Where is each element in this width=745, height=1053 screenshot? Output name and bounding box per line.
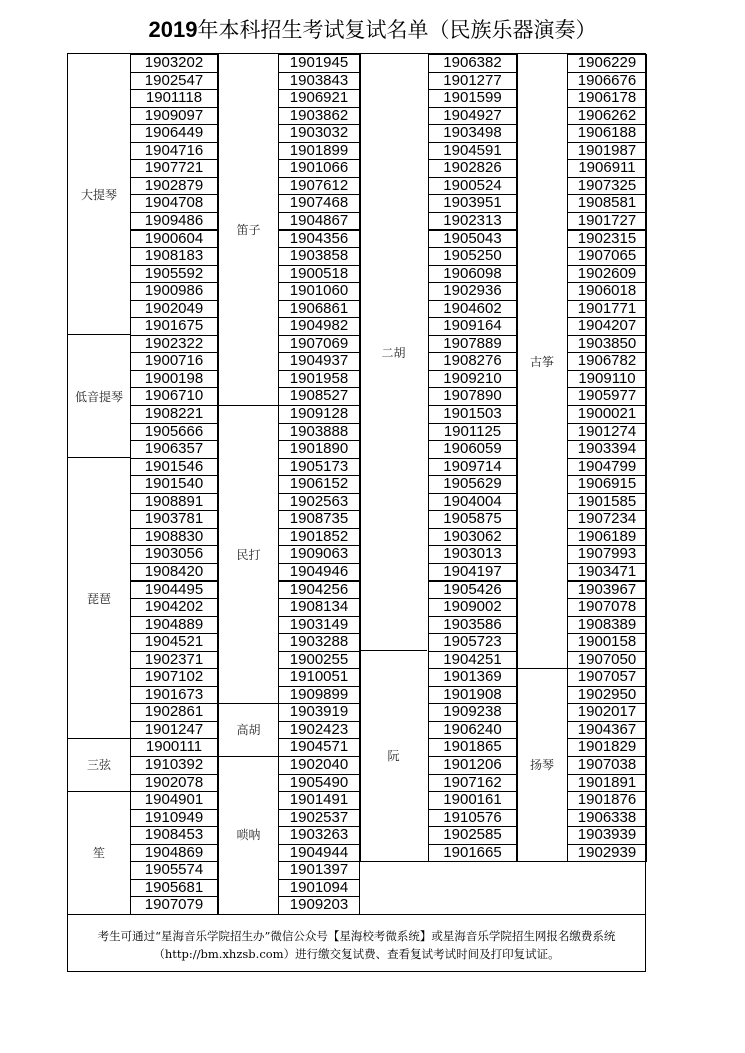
candidate-id-cell: 1904867 (278, 212, 360, 231)
column-bottom (218, 914, 360, 915)
instrument-label: 唢呐 (236, 828, 261, 843)
candidate-id-cell: 1906338 (567, 809, 647, 828)
candidate-id-cell: 1902078 (130, 774, 218, 793)
candidate-id-cell: 1903951 (428, 194, 517, 213)
candidate-id-cell: 1906262 (567, 107, 647, 126)
candidate-id-cell: 1904202 (130, 598, 218, 617)
candidate-id-cell: 1904708 (130, 194, 218, 213)
candidate-id-cell: 1905629 (428, 475, 517, 494)
candidate-id-cell: 1903858 (278, 247, 360, 266)
instrument-label: 二胡 (381, 345, 406, 360)
candidate-id-cell: 1900158 (567, 633, 647, 652)
candidate-id-cell: 1904869 (130, 844, 218, 863)
candidate-id-cell: 1900198 (130, 370, 218, 389)
candidate-id-cell: 1906357 (130, 440, 218, 459)
candidate-id-cell: 1904602 (428, 300, 517, 319)
candidate-id-cell: 1902315 (567, 230, 647, 249)
candidate-id-cell: 1904716 (130, 142, 218, 161)
candidate-id-cell: 1905723 (428, 633, 517, 652)
candidate-id-cell: 1902585 (428, 826, 517, 845)
candidate-id-cell: 1909063 (278, 545, 360, 564)
candidate-id-cell: 1905574 (130, 861, 218, 880)
candidate-id-cell: 1902371 (130, 651, 218, 670)
candidate-id-cell: 1901987 (567, 142, 647, 161)
candidate-id-cell: 1903471 (567, 563, 647, 582)
candidate-id-cell: 1904901 (130, 791, 218, 810)
candidate-id-cell: 1909714 (428, 458, 517, 477)
page-title (0, 14, 745, 44)
instrument-label: 低音提琴 (74, 389, 123, 404)
candidate-id-cell: 1909002 (428, 598, 517, 617)
title-text: 年本科招生考试复试名单（民族乐器演奏） (197, 18, 597, 42)
candidate-id-cell: 1902547 (130, 72, 218, 91)
candidate-id-cell: 1906240 (428, 721, 517, 740)
candidate-id-cell: 1900111 (130, 738, 218, 757)
candidate-id-cell: 1905426 (428, 581, 517, 600)
title-year: 2019 (148, 17, 198, 42)
candidate-id-cell: 1905250 (428, 247, 517, 266)
candidate-id-cell: 1902950 (567, 686, 647, 705)
candidate-id-cell: 1907057 (567, 668, 647, 687)
candidate-id-cell: 1903498 (428, 124, 517, 143)
candidate-id-cell: 1903967 (567, 581, 647, 600)
candidate-id-cell: 1908830 (130, 528, 218, 547)
candidate-id-cell: 1902936 (428, 282, 517, 301)
candidate-id-cell: 1904944 (278, 844, 360, 863)
candidate-id-cell: 1901899 (278, 142, 360, 161)
candidate-id-cell: 1908183 (130, 247, 218, 266)
candidate-id-cell: 1903862 (278, 107, 360, 126)
instrument-label: 琵琶 (86, 591, 111, 606)
candidate-id-cell: 1903843 (278, 72, 360, 91)
candidate-id-cell: 1908420 (130, 563, 218, 582)
candidate-id-cell: 1906018 (567, 282, 647, 301)
candidate-id-cell: 1901546 (130, 458, 218, 477)
candidate-id-cell: 1908891 (130, 493, 218, 512)
candidate-id-cell: 1904927 (428, 107, 517, 126)
candidate-id-cell: 1907721 (130, 159, 218, 178)
candidate-id-cell: 1907890 (428, 387, 517, 406)
candidate-id-cell: 1906178 (567, 89, 647, 108)
group-divider (218, 405, 279, 406)
candidate-id-cell: 1901503 (428, 405, 517, 424)
candidate-id-cell: 1906921 (278, 89, 360, 108)
group-divider (68, 738, 130, 739)
candidate-id-cell: 1904495 (130, 581, 218, 600)
candidate-id-cell: 1909238 (428, 703, 517, 722)
footer-line-2: （http://bm.xhzsb.com）进行缴交复试费、查看复试考试时间及打印复试证。 (153, 947, 560, 961)
column-divider (218, 54, 219, 914)
group-divider (68, 334, 130, 335)
candidate-id-cell: 1906915 (567, 475, 647, 494)
footer-note (68, 914, 645, 971)
candidate-id-cell: 1904256 (278, 581, 360, 600)
group-divider (517, 668, 567, 669)
candidate-id-cell: 1901585 (567, 493, 647, 512)
candidate-id-cell: 1903013 (428, 545, 517, 564)
column-bottom (360, 861, 517, 862)
candidate-id-cell: 1904982 (278, 317, 360, 336)
candidate-id-cell: 1902826 (428, 159, 517, 178)
candidate-id-cell: 1903888 (278, 423, 360, 442)
instrument-label: 大提琴 (80, 187, 117, 202)
group-divider (360, 650, 427, 651)
candidate-id-cell: 1901277 (428, 72, 517, 91)
candidate-id-cell: 1907993 (567, 545, 647, 564)
candidate-id-cell: 1901771 (567, 300, 647, 319)
candidate-id-cell: 1903202 (130, 54, 218, 73)
candidate-id-cell: 1902939 (567, 844, 647, 863)
candidate-id-cell: 1903056 (130, 545, 218, 564)
candidate-id-cell: 1903394 (567, 440, 647, 459)
candidate-id-cell: 1905681 (130, 879, 218, 898)
retest-list-table (67, 53, 646, 972)
candidate-id-cell: 1900255 (278, 651, 360, 670)
candidate-id-cell: 1906059 (428, 440, 517, 459)
candidate-id-cell: 1907468 (278, 194, 360, 213)
candidate-id-cell: 1909164 (428, 317, 517, 336)
candidate-id-cell: 1909899 (278, 686, 360, 705)
instrument-label: 阮 (387, 749, 400, 764)
candidate-id-cell: 1905043 (428, 230, 517, 249)
candidate-id-cell: 1904367 (567, 721, 647, 740)
candidate-id-cell: 1902879 (130, 177, 218, 196)
column-bottom (68, 914, 218, 915)
candidate-id-cell: 1909097 (130, 107, 218, 126)
column-bottom (517, 861, 647, 862)
candidate-id-cell: 1901397 (278, 861, 360, 880)
candidate-id-cell: 1905977 (567, 387, 647, 406)
instrument-label: 古筝 (529, 354, 554, 369)
candidate-id-cell: 1901369 (428, 668, 517, 687)
candidate-id-cell: 1903850 (567, 335, 647, 354)
candidate-id-cell: 1903062 (428, 528, 517, 547)
candidate-id-cell: 1910949 (130, 809, 218, 828)
candidate-id-cell: 1907078 (567, 598, 647, 617)
candidate-id-cell: 1902609 (567, 265, 647, 284)
candidate-id-cell: 1908581 (567, 194, 647, 213)
candidate-id-cell: 1908389 (567, 616, 647, 635)
candidate-id-cell: 1907612 (278, 177, 360, 196)
candidate-id-cell: 1910051 (278, 668, 360, 687)
candidate-id-cell: 1908735 (278, 510, 360, 529)
candidate-id-cell: 1905592 (130, 265, 218, 284)
candidate-id-cell: 1907889 (428, 335, 517, 354)
candidate-id-cell: 1908527 (278, 387, 360, 406)
candidate-id-cell: 1901908 (428, 686, 517, 705)
candidate-id-cell: 1904521 (130, 633, 218, 652)
candidate-id-cell: 1902313 (428, 212, 517, 231)
candidate-id-cell: 1901125 (428, 423, 517, 442)
candidate-id-cell: 1901891 (567, 774, 647, 793)
candidate-id-cell: 1901673 (130, 686, 218, 705)
candidate-id-cell: 1904937 (278, 352, 360, 371)
column-divider (360, 54, 361, 861)
candidate-id-cell: 1905666 (130, 423, 218, 442)
candidate-id-cell: 1906861 (278, 300, 360, 319)
candidate-id-cell: 1909128 (278, 405, 360, 424)
candidate-id-cell: 1904946 (278, 563, 360, 582)
candidate-id-cell: 1904207 (567, 317, 647, 336)
candidate-id-cell: 1907102 (130, 668, 218, 687)
candidate-id-cell: 1903032 (278, 124, 360, 143)
candidate-id-cell: 1904889 (130, 616, 218, 635)
candidate-id-cell: 1901540 (130, 475, 218, 494)
candidate-id-cell: 1901118 (130, 89, 218, 108)
candidate-id-cell: 1906911 (567, 159, 647, 178)
candidate-id-cell: 1906710 (130, 387, 218, 406)
candidate-id-cell: 1909203 (278, 896, 360, 915)
instrument-label: 高胡 (236, 723, 261, 738)
candidate-id-cell: 1907069 (278, 335, 360, 354)
candidate-id-cell: 1906152 (278, 475, 360, 494)
candidate-id-cell: 1904004 (428, 493, 517, 512)
candidate-id-cell: 1900986 (130, 282, 218, 301)
candidate-id-cell: 1906189 (567, 528, 647, 547)
candidate-id-cell: 1905173 (278, 458, 360, 477)
candidate-id-cell: 1901727 (567, 212, 647, 231)
candidate-id-cell: 1900716 (130, 352, 218, 371)
candidate-id-cell: 1910576 (428, 809, 517, 828)
candidate-id-cell: 1909210 (428, 370, 517, 389)
candidate-id-cell: 1906098 (428, 265, 517, 284)
column-divider (517, 54, 518, 861)
candidate-id-cell: 1902423 (278, 721, 360, 740)
candidate-id-cell: 1901599 (428, 89, 517, 108)
candidate-id-cell: 1906229 (567, 54, 647, 73)
candidate-id-cell: 1901958 (278, 370, 360, 389)
candidate-id-cell: 1901491 (278, 791, 360, 810)
candidate-id-cell: 1907162 (428, 774, 517, 793)
instrument-label: 扬琴 (529, 758, 554, 773)
group-divider (68, 791, 130, 792)
candidate-id-cell: 1902040 (278, 756, 360, 775)
candidate-id-cell: 1903288 (278, 633, 360, 652)
candidate-id-cell: 1903149 (278, 616, 360, 635)
candidate-id-cell: 1907065 (567, 247, 647, 266)
group-divider (218, 756, 279, 757)
instrument-label: 笛子 (236, 223, 261, 237)
instrument-label: 民打 (236, 547, 261, 562)
group-divider (68, 457, 130, 458)
candidate-id-cell: 1906449 (130, 124, 218, 143)
candidate-id-cell: 1901206 (428, 756, 517, 775)
candidate-id-cell: 1901890 (278, 440, 360, 459)
candidate-id-cell: 1908276 (428, 352, 517, 371)
candidate-id-cell: 1903939 (567, 826, 647, 845)
candidate-id-cell: 1903919 (278, 703, 360, 722)
candidate-id-cell: 1900021 (567, 405, 647, 424)
candidate-id-cell: 1907234 (567, 510, 647, 529)
candidate-id-cell: 1901060 (278, 282, 360, 301)
instrument-label: 笙 (92, 846, 105, 861)
candidate-id-cell: 1906188 (567, 124, 647, 143)
candidate-id-cell: 1905875 (428, 510, 517, 529)
candidate-id-cell: 1902861 (130, 703, 218, 722)
footer-line-1: 考生可通过“星海音乐学院招生办”微信公众号【星海校考微系统】或星海音乐学院招生网报名缴费系统 (97, 929, 616, 943)
candidate-id-cell: 1903781 (130, 510, 218, 529)
candidate-id-cell: 1902322 (130, 335, 218, 354)
candidate-id-cell: 1900604 (130, 230, 218, 249)
candidate-id-cell: 1902537 (278, 809, 360, 828)
candidate-id-cell: 1904251 (428, 651, 517, 670)
candidate-id-cell: 1901665 (428, 844, 517, 863)
candidate-id-cell: 1908221 (130, 405, 218, 424)
candidate-id-cell: 1909486 (130, 212, 218, 231)
candidate-id-cell: 1902017 (567, 703, 647, 722)
candidate-id-cell: 1905490 (278, 774, 360, 793)
candidate-id-cell: 1907325 (567, 177, 647, 196)
candidate-id-cell: 1910392 (130, 756, 218, 775)
candidate-id-cell: 1906382 (428, 54, 517, 73)
candidate-id-cell: 1900161 (428, 791, 517, 810)
candidate-id-cell: 1907079 (130, 896, 218, 915)
candidate-id-cell: 1901876 (567, 791, 647, 810)
candidate-id-cell: 1908134 (278, 598, 360, 617)
candidate-id-cell: 1901675 (130, 317, 218, 336)
candidate-id-cell: 1901274 (567, 423, 647, 442)
group-divider (218, 703, 279, 704)
candidate-id-cell: 1907038 (567, 756, 647, 775)
candidate-id-cell: 1901066 (278, 159, 360, 178)
candidate-id-cell: 1901829 (567, 738, 647, 757)
candidate-id-cell: 1904356 (278, 230, 360, 249)
candidate-id-cell: 1904591 (428, 142, 517, 161)
candidate-id-cell: 1902563 (278, 493, 360, 512)
candidate-id-cell: 1904799 (567, 458, 647, 477)
candidate-id-cell: 1906676 (567, 72, 647, 91)
candidate-id-cell: 1904571 (278, 738, 360, 757)
candidate-id-cell: 1909110 (567, 370, 647, 389)
candidate-id-cell: 1902049 (130, 300, 218, 319)
candidate-id-cell: 1904197 (428, 563, 517, 582)
candidate-id-cell: 1907050 (567, 651, 647, 670)
candidate-id-cell: 1901247 (130, 721, 218, 740)
candidate-id-cell: 1900518 (278, 265, 360, 284)
candidate-id-cell: 1901094 (278, 879, 360, 898)
instrument-label: 三弦 (86, 758, 111, 773)
candidate-id-cell: 1903263 (278, 826, 360, 845)
candidate-id-cell: 1901865 (428, 738, 517, 757)
candidate-id-cell: 1900524 (428, 177, 517, 196)
candidate-id-cell: 1908453 (130, 826, 218, 845)
candidate-id-cell: 1901852 (278, 528, 360, 547)
candidate-id-cell: 1901945 (278, 54, 360, 73)
candidate-id-cell: 1903586 (428, 616, 517, 635)
candidate-id-cell: 1906782 (567, 352, 647, 371)
